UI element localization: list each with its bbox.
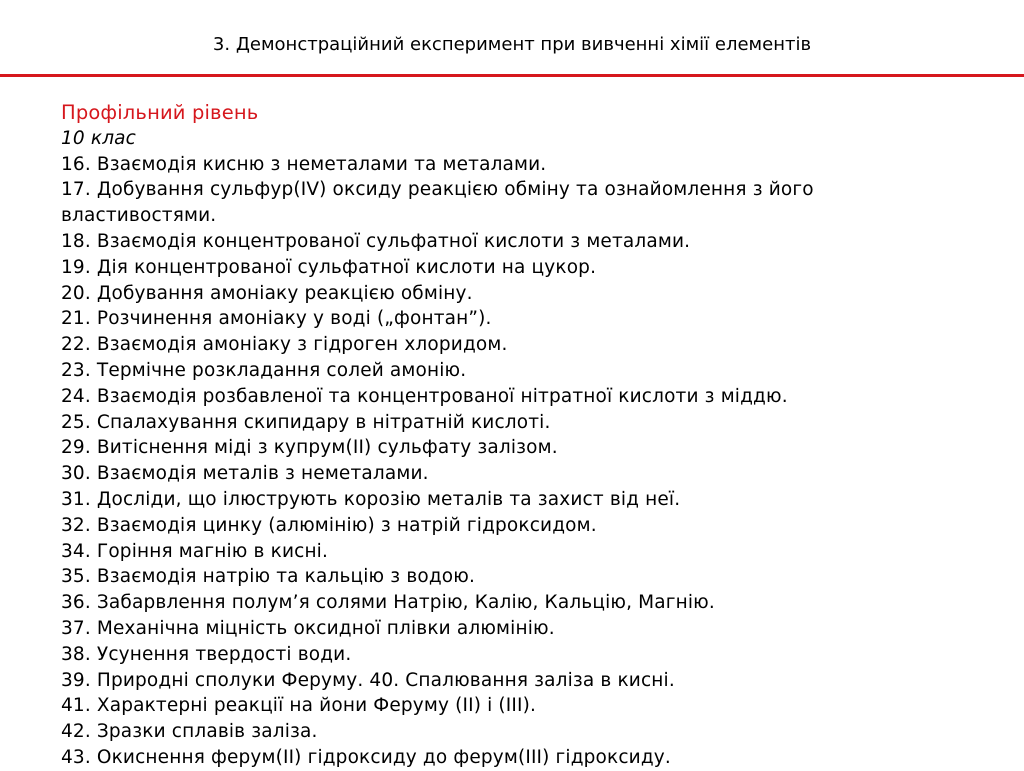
list-item: 38. Усунення твердості води.: [61, 643, 352, 665]
list-item: 39. Природні сполуки Феруму. 40. Спалювання заліза в кисні.: [61, 669, 675, 691]
list-item: 16. Взаємодія кисню з неметалами та металами.: [61, 153, 547, 175]
list-item: 29. Витіснення міді з купрум(II) сульфату залізом.: [61, 437, 558, 459]
list-item: 43. Окиснення ферум(II) гідроксиду до ферум(III) гідроксиду.: [61, 746, 671, 768]
list-item: 24. Взаємодія розбавленої та концентрованої нітратної кислоти з міддю.: [61, 385, 788, 407]
list-item: 21. Розчинення амоніаку у воді („фонтан”).: [61, 308, 492, 330]
list-item: 37. Механічна міцність оксидної плівки алюмінію.: [61, 617, 555, 639]
grade-label: 10 клас: [61, 127, 136, 149]
list-item: 20. Добування амоніаку реакцією обміну.: [61, 282, 473, 304]
list-item: 41. Характерні реакції на йони Феруму (II) і (III).: [61, 695, 536, 717]
list-item: 42. Зразки сплавів заліза.: [61, 721, 318, 743]
slide-content: [61, 100, 961, 771]
list-item: 18. Взаємодія концентрованої сульфатної кислоти з металами.: [61, 230, 691, 252]
list-item: 17. Добування сульфур(IV) оксиду реакцією обміну та ознайомлення з його властивостями.: [61, 179, 814, 227]
list-item: 23. Термічне розкладання солей амонію.: [61, 359, 467, 381]
list-item: 34. Горіння магнію в кисні.: [61, 540, 329, 562]
list-item: 32. Взаємодія цинку (алюмінію) з натрій гідроксидом.: [61, 514, 597, 536]
list-item: 19. Дія концентрованої сульфатної кислоти на цукор.: [61, 256, 597, 278]
list-item: 30. Взаємодія металів з неметалами.: [61, 463, 429, 485]
level-heading: Профільний рівень: [61, 101, 259, 124]
slide-title: 3. Демонстраційний експеримент при вивченні хімії елементів: [212, 34, 812, 55]
list-item: 36. Забарвлення полум’я солями Натрію, Калію, Кальцію, Магнію.: [61, 592, 715, 614]
list-item: 25. Спалахування скипидару в нітратній кислоті.: [61, 411, 551, 433]
list-item: 31. Досліди, що ілюструють корозію металів та захист від неї.: [61, 488, 681, 510]
title-divider: [0, 74, 1024, 77]
list-item: 22. Взаємодія амоніаку з гідроген хлоридом.: [61, 334, 508, 356]
experiment-list: [61, 152, 961, 771]
list-item: 35. Взаємодія натрію та кальцію з водою.: [61, 566, 476, 588]
